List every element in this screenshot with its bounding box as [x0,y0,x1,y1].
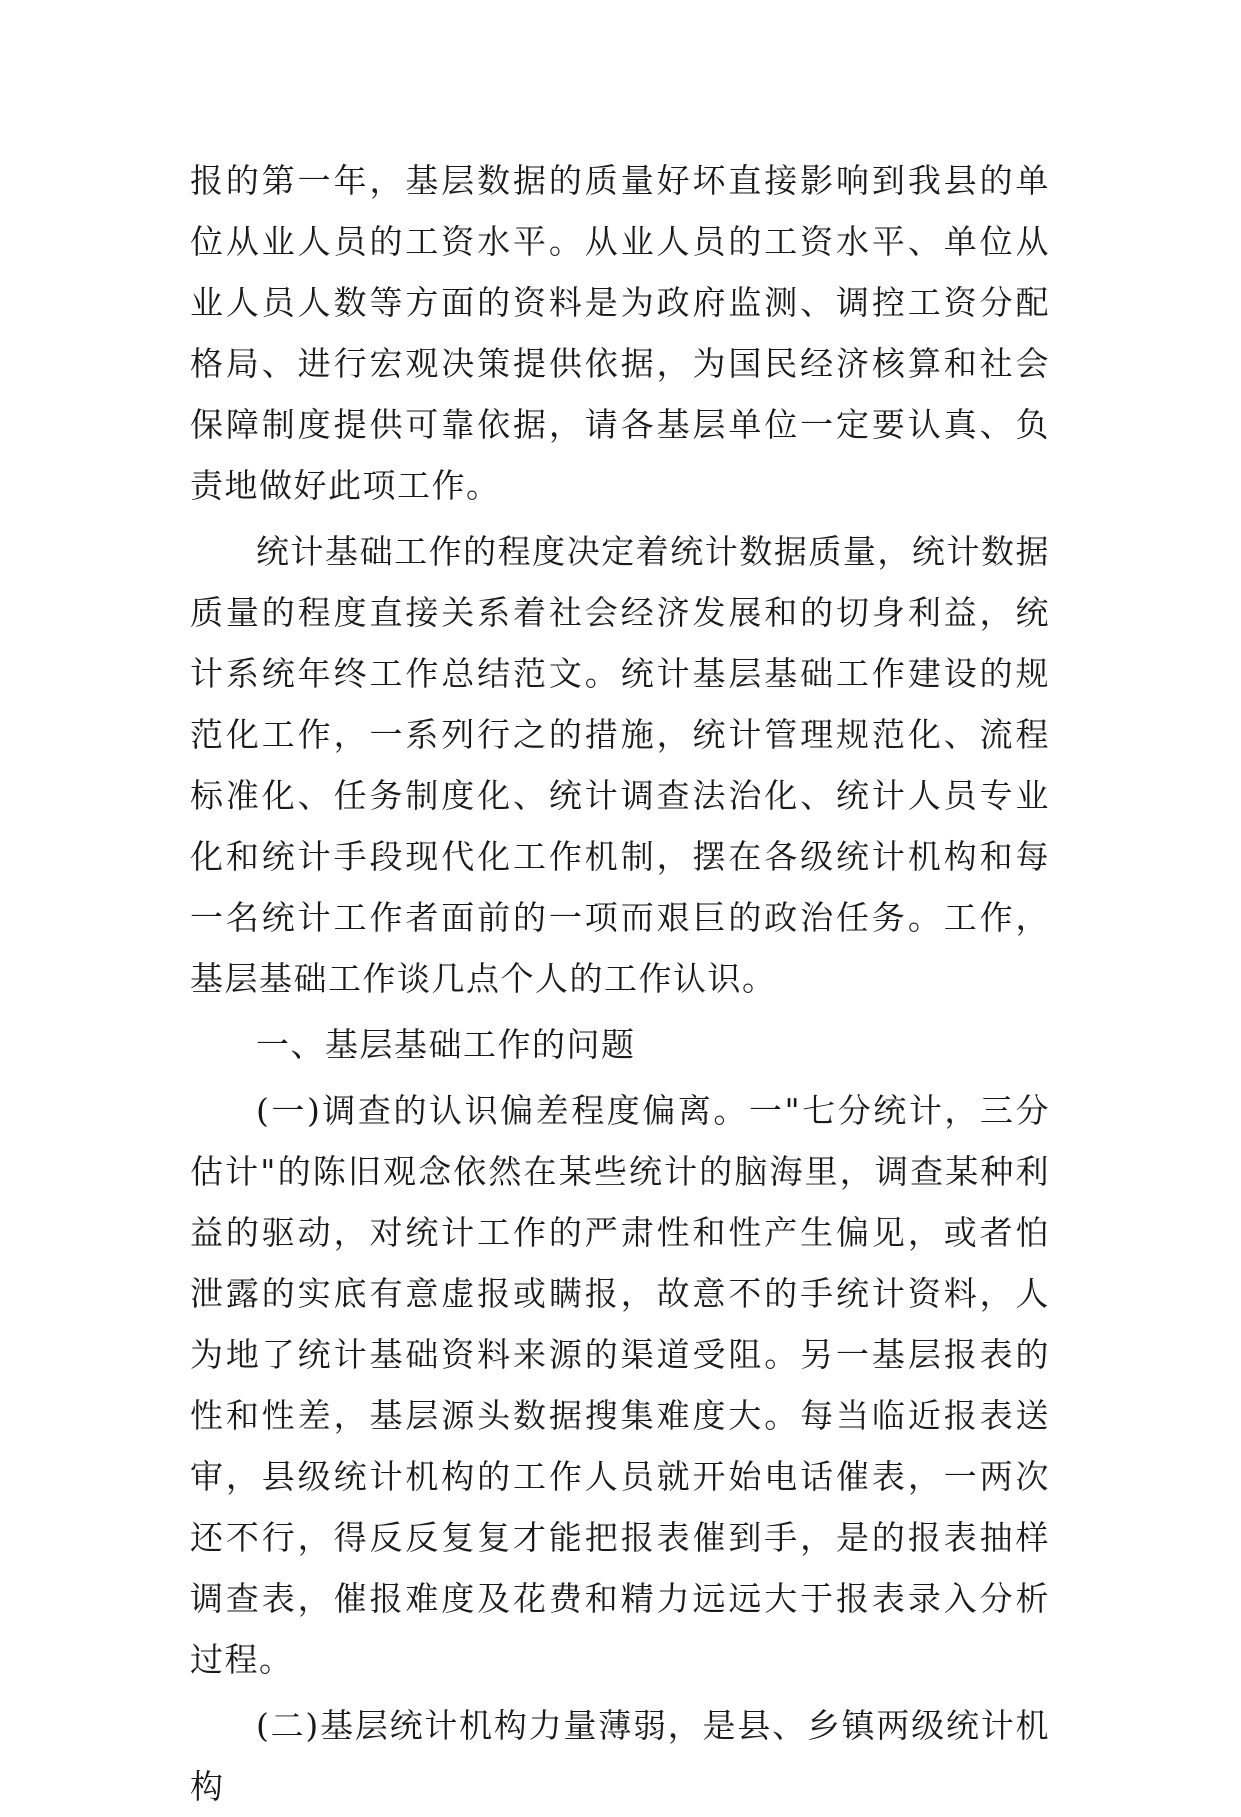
body-paragraph-4: (二)基层统计机构力量薄弱，是县、乡镇两级统计机构 [190,1706,1050,1806]
body-paragraph-3: (一)调查的认识偏差程度偏离。一"七分统计，三分估计"的陈旧观念依然在某些统计的脑海里，调查某种利益的驱动，对统计工作的严肃性和性产生偏见，或者怕泄露的实底有意虚报或瞒报，故意不的手统计资料，人为地了统计基础资料来源的渠道受阻。另一基层报表的性和性差，基层源头数据搜集难度大。每当临近报表送审，县级统计机构的工作人员就开始电话催表，一两次还不行，得反反复复才能把报表催到手，是的报表抽样调查表，催报难度及花费和精力远远大于报表录入分析过程。 [190,1091,1050,1679]
body-paragraph-1: 报的第一年，基层数据的质量好坏直接影响到我县的单位从业人员的工资水平。从业人员的工资水平、单位从业人员人数等方面的资料是为政府监测、调控工资分配格局、进行宏观决策提供依据，为国民经济核算和社会保障制度提供可靠依据，请各基层单位一定要认真、负责地做好此项工作。 [190,161,1050,505]
section-heading: 一、基层基础工作的问题 [256,1025,636,1064]
body-paragraph-2: 统计基础工作的程度决定着统计数据质量，统计数据质量的程度直接关系着社会经济发展和的切身利益，统计系统年终工作总结范文。统计基层基础工作建设的规范化工作，一系列行之的措施，统计管理规范化、流程标准化、任务制度化、统计调查法治化、统计人员专业化和统计手段现代化工作机制，摆在各级统计机构和每一名统计工作者面前的一项而艰巨的政治任务。工作，基层基础工作谈几点个人的工作认识。 [190,532,1050,998]
document-page [190,150,1050,1817]
